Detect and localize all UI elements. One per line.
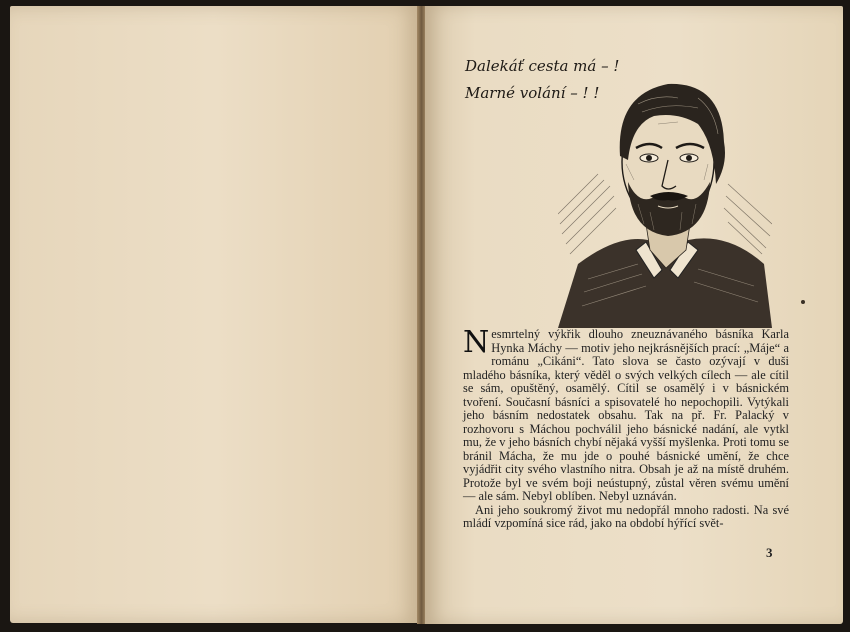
body-text bbox=[463, 325, 789, 531]
right-page bbox=[425, 6, 843, 624]
motto-line-2: Marné volání – ! ! bbox=[465, 84, 600, 102]
paragraph-1-text: esmrtelný výkřik dlouho zneuznávaného básníka Karla Hynka Máchy — motiv jeho nejkrásnějších prací: „Máje“ a románu „Cikáni“. Tato slova se často ozývají v duši mladého básníka, který věděl o svých velkých cílech — ale cítil se sám, opuštěný, osamělý. Cítil se osamělý i v básnickém tvoření. Současní básníci a spisovatelé ho nepochopili. Vytýkali jeho básním nedostatek obsahu. Tak na př. Fr. Palacký v rozhovoru s Máchou pochválil jeho básnické nadání, ale vytkl mu, že v jeho básních chybí nějaká vyšší myšlenka. Proti tomu se bránil Mácha, že mu jde o pouhé básnické umění, že chce vyjádřit city svého vlastního nitra. Obsah je až na místě druhém. Protože byl ve svém boji neústupný, zůstal věren svému umění — ale sám. Nebyl oblíben. Nebyl uznáván. bbox=[463, 327, 789, 503]
show-through-shadow bbox=[50, 86, 380, 586]
motto-line-1: Dalekáť cesta má – ! bbox=[465, 57, 620, 75]
paragraph-2: Ani jeho soukromý život mu nedopřál mnoho radosti. Na své mládí vzpomíná sice rád, jako na období hýřící svět- bbox=[463, 502, 789, 530]
drop-cap: N bbox=[463, 325, 490, 360]
engraved-portrait-icon bbox=[558, 64, 772, 328]
page-number: 3 bbox=[766, 545, 773, 560]
paragraph-1 bbox=[463, 325, 789, 504]
left-page-blank bbox=[10, 6, 418, 623]
paper-speck bbox=[801, 300, 805, 304]
